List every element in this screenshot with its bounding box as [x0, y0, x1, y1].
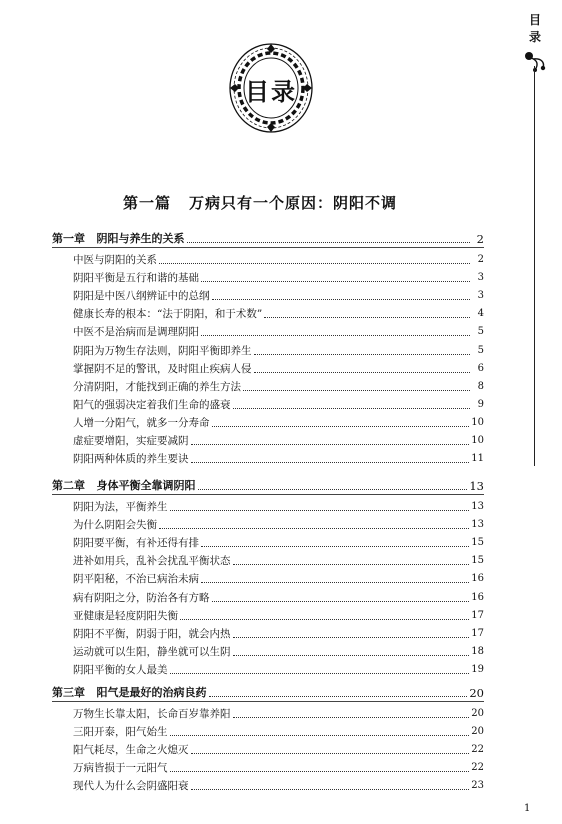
section-page: 22 [471, 744, 484, 756]
chapter-title [52, 232, 185, 246]
section-page: 16 [471, 591, 484, 603]
section-title: 虚症要增阳，实症要减阴 [73, 435, 189, 447]
dot-leader [233, 408, 471, 409]
dot-leader [170, 771, 470, 772]
chapter-name: 阳气是最好的治病良药 [96, 686, 207, 699]
dot-leader [233, 637, 470, 638]
part-label: 第一篇 [122, 194, 171, 212]
section-title: 阴阳要平衡，有补还得有排 [73, 537, 199, 550]
toc-section-row[interactable] [73, 249, 484, 267]
dot-leader [180, 619, 469, 620]
chapter-name: 阴阳与养生的关系 [96, 232, 185, 245]
toc-section-row[interactable] [73, 321, 484, 339]
toc-chapter-row[interactable] [52, 475, 484, 493]
dot-leader [191, 462, 470, 463]
toc-section-row[interactable] [73, 285, 484, 303]
dot-leader [233, 564, 470, 565]
section-page: 15 [471, 555, 484, 567]
part-title [0, 192, 520, 213]
toc-section-row[interactable] [73, 641, 484, 659]
dot-leader [191, 444, 470, 445]
dot-leader [233, 717, 470, 718]
dot-leader [159, 528, 469, 529]
toc-section-row[interactable] [73, 303, 484, 321]
chapter-label: 第一章 [52, 232, 85, 245]
section-page: 13 [471, 501, 484, 512]
section-title: 亚健康是轻度阴阳失衡 [73, 609, 178, 622]
chapter-page: 2 [476, 232, 484, 246]
dot-leader [233, 655, 470, 656]
dot-leader [159, 263, 470, 264]
toc-section-row[interactable] [73, 587, 484, 605]
section-page: 13 [471, 519, 484, 531]
section-page: 3 [477, 272, 484, 284]
section-page: 22 [471, 762, 484, 774]
dot-leader [201, 546, 469, 547]
dot-leader [191, 753, 470, 754]
section-title: 病有阴阳之分，防治各有方略 [73, 591, 210, 604]
section-page: 17 [471, 609, 484, 621]
section-title: 阴阳两种体质的养生要诀 [73, 453, 189, 466]
chapter-rule [52, 494, 484, 495]
section-title: 阴阳平衡的女人最美 [73, 663, 168, 676]
section-title: 阴阳是中医八纲辨证中的总纲 [73, 290, 210, 303]
page-number: 1 [524, 803, 531, 814]
toc-section-row[interactable] [73, 340, 484, 358]
toc-section-row[interactable] [73, 739, 484, 757]
section-page: 16 [471, 573, 484, 585]
section-page: 2 [477, 254, 484, 265]
toc-section-row[interactable] [73, 358, 484, 376]
chapter-label: 第三章 [52, 686, 85, 699]
toc-section-row[interactable] [73, 514, 484, 532]
section-page: 11 [471, 453, 484, 465]
dot-leader [201, 281, 470, 282]
section-title: 中医不是治病而是调理阴阳 [73, 326, 199, 339]
section-title: 现代人为什么会阴盛阳衰 [73, 780, 189, 793]
dot-leader [170, 735, 470, 736]
toc-section-row[interactable] [73, 568, 484, 586]
toc-chapter-row[interactable] [52, 228, 484, 246]
dot-leader [201, 335, 470, 336]
toc-section-row[interactable] [73, 721, 484, 739]
flower-ornament-icon [523, 50, 549, 74]
chapter-title [52, 686, 207, 700]
dot-leader [198, 489, 468, 490]
chapter-name: 身体平衡全靠调阴阳 [96, 479, 196, 492]
chapter-rule [52, 247, 484, 248]
dot-leader [212, 601, 470, 602]
page-title: 目录 [245, 78, 297, 106]
section-title: 阳气耗尽，生命之火熄灭 [73, 744, 189, 757]
section-title: 运动就可以生阳，静坐就可以生阴 [73, 645, 231, 658]
toc-section-row[interactable] [73, 412, 484, 430]
chapter-page: 20 [469, 686, 484, 700]
toc-section-row[interactable] [73, 623, 484, 641]
dot-leader [201, 582, 469, 583]
chapter-label: 第二章 [52, 479, 85, 492]
toc-section-row[interactable] [73, 394, 484, 412]
section-page: 3 [477, 290, 484, 302]
toc-section-row[interactable] [73, 448, 484, 466]
dot-leader [209, 696, 468, 697]
section-page: 15 [471, 537, 484, 549]
side-tab [520, 12, 550, 46]
section-page: 18 [471, 645, 484, 657]
section-title: 健康长寿的根本：“法于阴阳，和于术数” [73, 308, 263, 321]
section-page: 10 [471, 435, 484, 446]
section-title: 阴阳为法，平衡养生 [73, 501, 168, 513]
dot-leader [212, 299, 471, 300]
section-page: 8 [477, 380, 484, 392]
section-page: 5 [477, 344, 484, 356]
section-page: 9 [477, 398, 484, 410]
section-title: 掌握阴不足的警讯，及时阻止疾病人侵 [73, 362, 252, 375]
dot-leader [254, 354, 471, 355]
dot-leader [254, 372, 471, 373]
section-title: 阳气的强弱决定着我们生命的盛衰 [73, 398, 231, 411]
section-title: 中医与阴阳的关系 [73, 254, 157, 266]
chapter-page: 13 [469, 479, 484, 493]
toc-section-row[interactable] [73, 659, 484, 677]
toc-section-row[interactable] [73, 496, 484, 514]
section-title: 阴阳不平衡，阴弱于阳，就会内热 [73, 627, 231, 640]
section-title: 万病皆损于一元阳气 [73, 762, 168, 775]
section-page: 5 [477, 326, 484, 338]
dot-leader [264, 317, 470, 318]
side-rule [534, 66, 535, 466]
section-title: 阴阳平衡是五行和谐的基础 [73, 272, 199, 285]
dot-leader [170, 673, 470, 674]
toc-section-row[interactable] [73, 376, 484, 394]
toc-section-row[interactable] [73, 532, 484, 550]
chapter-title [52, 479, 196, 493]
toc-section-row[interactable] [73, 550, 484, 568]
dot-leader [191, 789, 470, 790]
toc-chapter-row[interactable] [52, 682, 484, 700]
section-title: 阴阳为万物生存法则，阴阳平衡即养生 [73, 344, 252, 357]
section-page: 4 [477, 308, 484, 320]
section-page: 19 [471, 663, 484, 675]
section-title: 分清阴阳，才能找到正确的养生方法 [73, 380, 241, 393]
side-tab-char: 目 [528, 13, 541, 27]
section-page: 17 [471, 627, 484, 639]
toc-section-row[interactable] [73, 757, 484, 775]
toc-section-row[interactable] [73, 775, 484, 793]
section-title: 万物生长靠太阳，长命百岁靠养阳 [73, 708, 231, 720]
section-title: 阴平阳秘，不治已病治未病 [73, 573, 199, 586]
dot-leader [170, 510, 470, 511]
section-title: 三阳开泰，阳气始生 [73, 726, 168, 739]
dot-leader [187, 242, 471, 243]
dot-leader [243, 390, 470, 391]
part-title-text: 万病只有一个原因：阴阳不调 [189, 194, 398, 212]
toc-section-row[interactable] [73, 703, 484, 721]
chapter-rule [52, 701, 484, 702]
dot-leader [212, 426, 470, 427]
toc-section-row[interactable] [73, 605, 484, 623]
section-title: 为什么阴阳会失衡 [73, 519, 157, 532]
section-page: 10 [471, 416, 484, 428]
section-page: 20 [471, 726, 484, 738]
section-page: 20 [471, 708, 484, 719]
section-page: 6 [477, 362, 484, 374]
section-title: 进补如用兵，乱补会扰乱平衡状态 [73, 555, 231, 568]
toc-section-row[interactable] [73, 267, 484, 285]
side-tab-char: 录 [528, 30, 541, 44]
title-emblem [228, 42, 314, 134]
toc-section-row[interactable] [73, 430, 484, 448]
section-page: 23 [471, 780, 484, 792]
section-title: 人增一分阳气，就多一分寿命 [73, 416, 210, 429]
